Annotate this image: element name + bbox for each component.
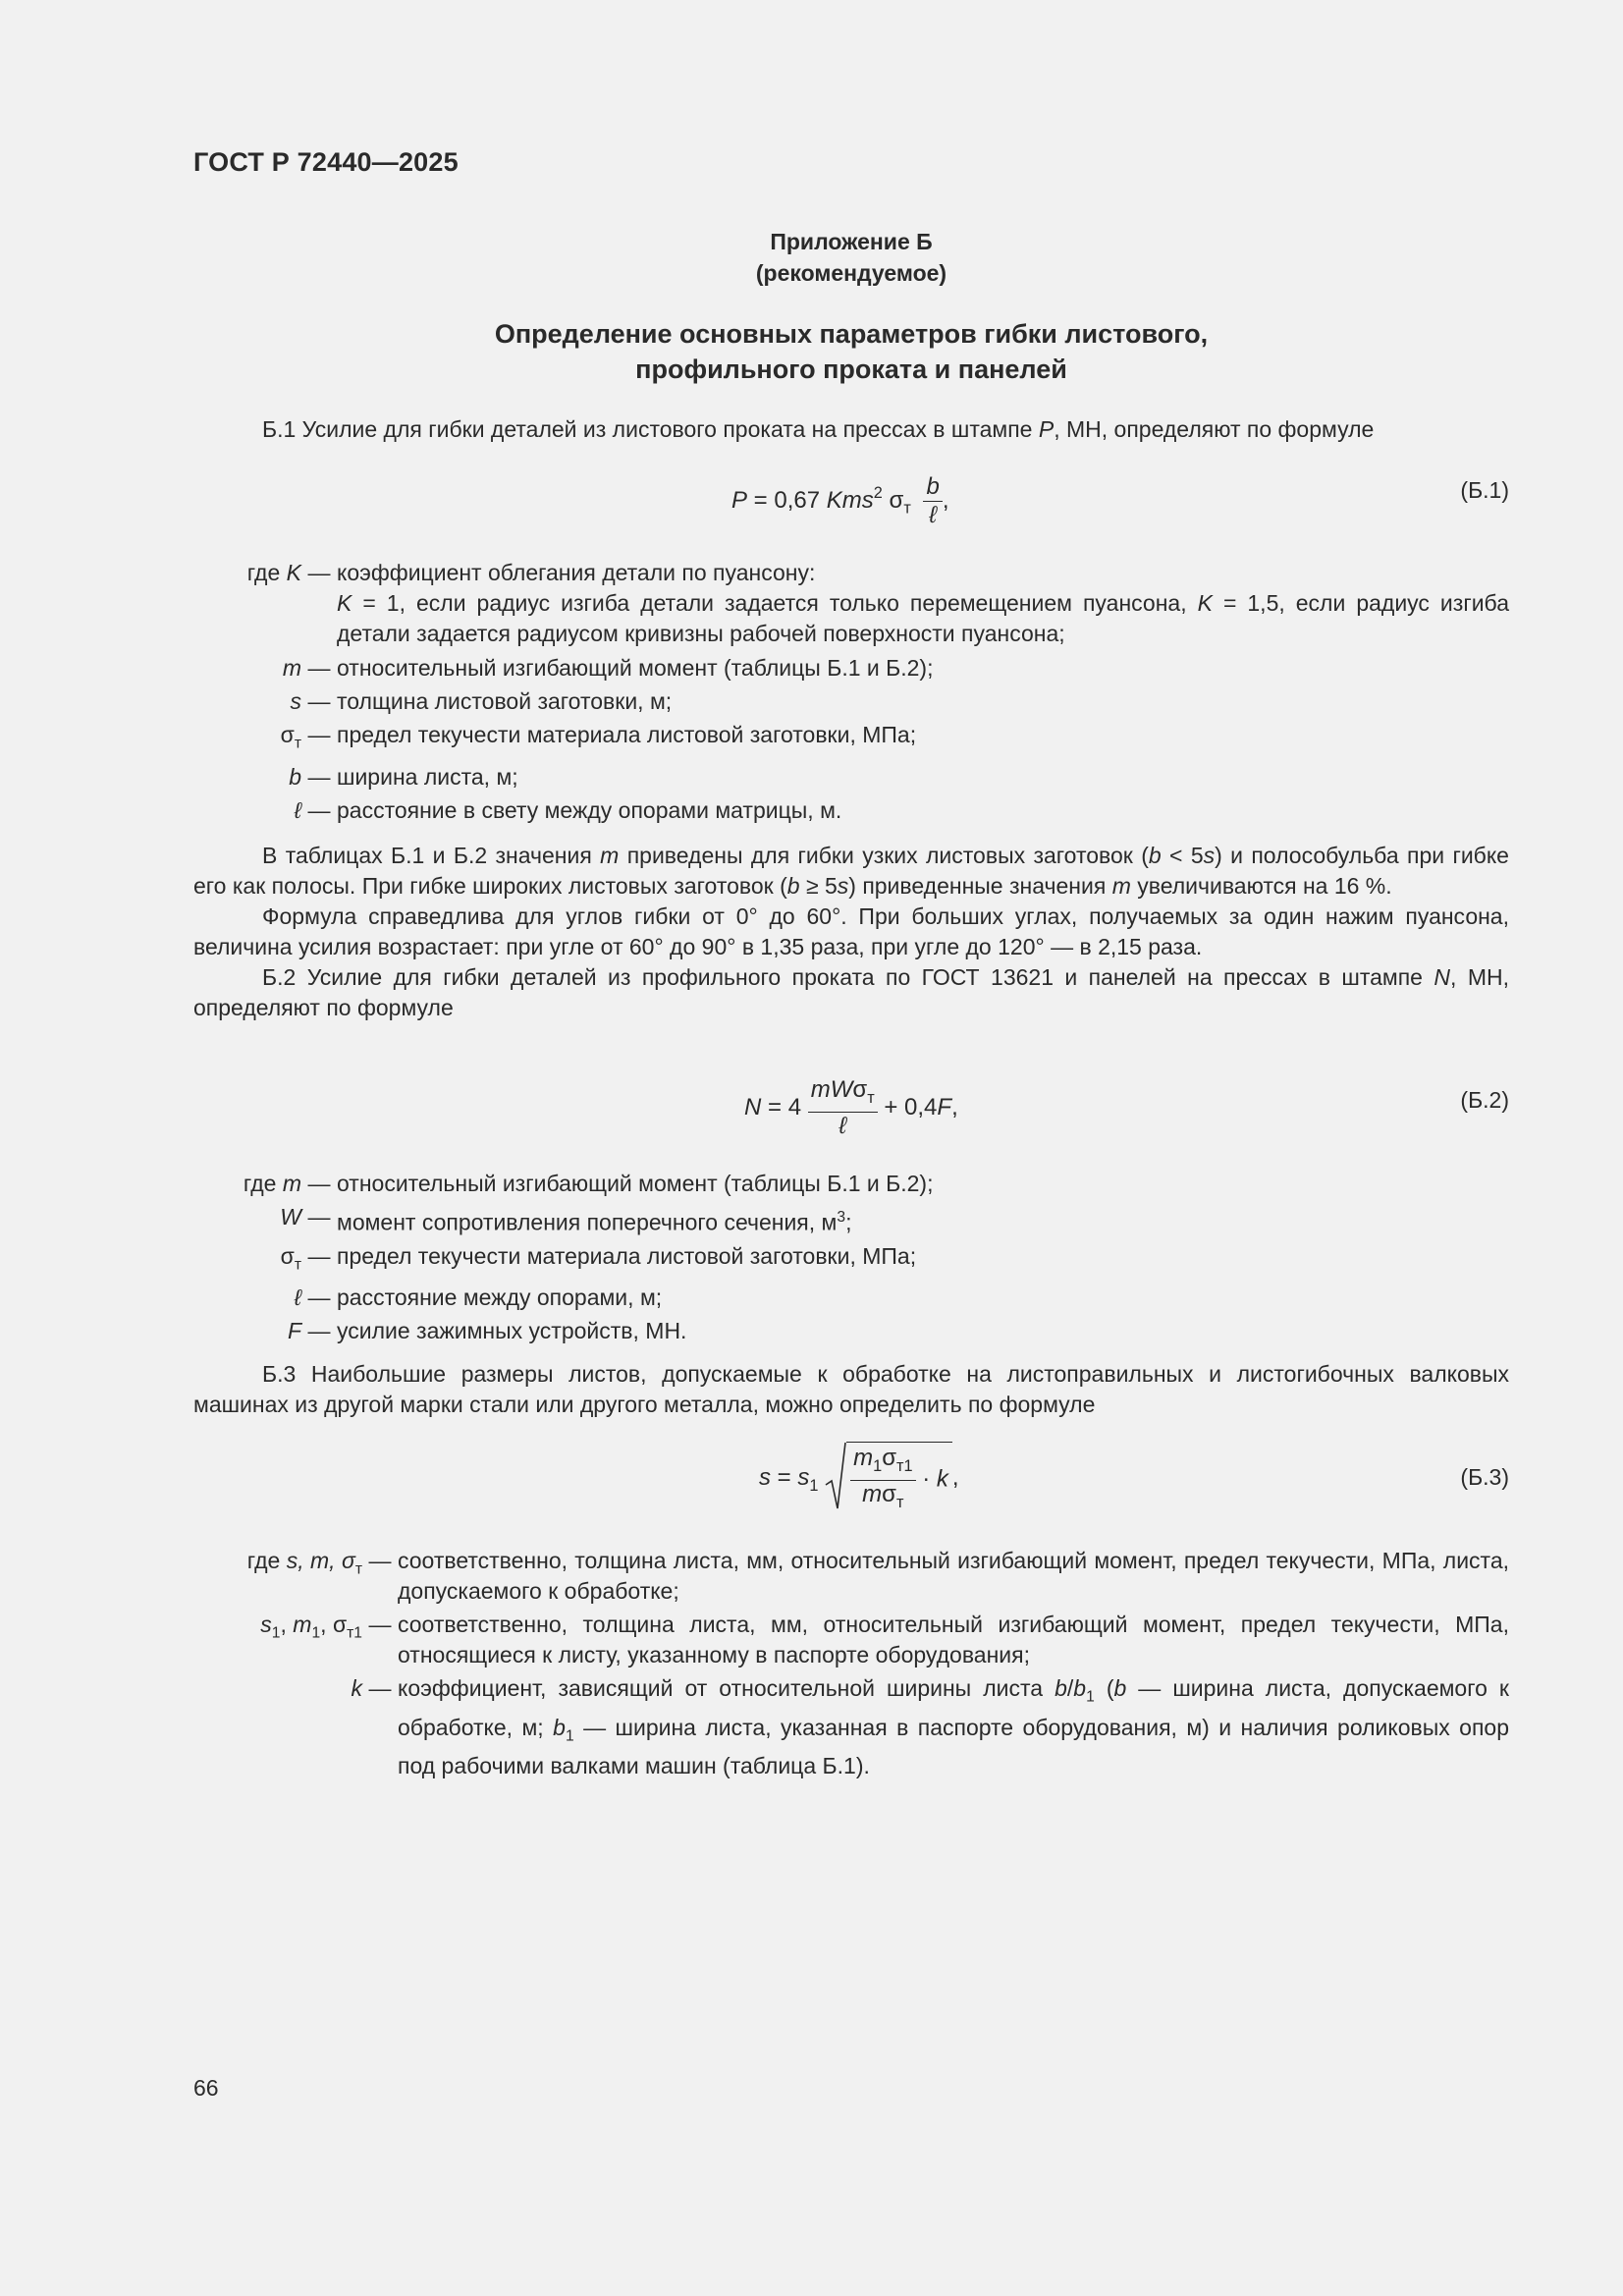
definition-row: $\sigma_т$ — предел текучести материала листовой заготовки, МПа; [280,1242,917,1274]
definition-row: b — ширина листа, м; [289,763,518,790]
formula-b1: P = 0,67 Kms$^2$ $\sigma_т$ $\frac{b}{\text{ℓ}}$ , [731,473,949,528]
definition-row: m — относительный изгибающий момент (таблицы Б.1 и Б.2); [282,655,934,681]
b1-notes [193,841,1509,1023]
b2-intro: Б.2 Усилие для гибки деталей из профильного проката по ГОСТ 13621 и панелей на прессах в штампе N, МН, определяют по формуле [193,964,1509,1020]
annex-title-line-2: профильного проката и панелей [635,355,1067,384]
definition-row: ℓ — расстояние в свету между опорами матрицы, м. [294,796,842,823]
annex-status: (рекомендуемое) [755,260,947,286]
annex-title [193,316,1509,387]
definition-row: где s, m, $\sigma_т$ — соответственно, толщина листа, мм, относительный изгибающий момент, предел текучести, МПа, листа, допускаемого к обработке; [246,1548,1509,1604]
b3-definitions [193,1546,1509,1781]
square-root-icon [825,1442,846,1510]
formula-b2: N = 4 $\frac{mW\sigma_т}{\text{ℓ}}$ + 0,4F, [744,1076,958,1139]
formula-b2-number: (Б.2) [1460,1087,1509,1113]
b1-angle-paragraph: Формула справедлива для углов гибки от 0° до 60°. При больших углах, получаемых за один нажим пуансона, величина усилия возрастает: при угле от 60° до 90° в 1,35 раза, при угле до 120° — в 2,15 раза. [193,903,1509,959]
definition-row: k — коэффициент, зависящий от относительной ширины листа $b/b_1$ (b — ширина листа, допускаемого к обработке, м; $b_1$ — ширина листа, указанная в паспорте оборудования, м) и наличия роликовых опор под рабочими валками машин (таблица Б.1). [351,1675,1510,1779]
definition-row: W — момент сопротивления поперечного сечения, $м^3$; [280,1204,852,1235]
page-number: 66 [193,2075,219,2101]
definition-row: $\sigma_т$ — предел текучести материала листовой заготовки, МПа; [280,722,917,752]
annex-heading [193,226,1509,289]
b2-definitions [193,1169,1509,1346]
b3-intro: Б.3 Наибольшие размеры листов, допускаемые к обработке на листоправильных и листогибочных валковых машинах из другой марки стали или другого металла, можно определить по формуле [193,1361,1509,1417]
definition-row: где K — коэффициент облегания детали по пуансону: K = 1, если радиус изгиба детали задается только перемещением пуансона, K = 1,5, если радиус изгиба детали задается радиусом кривизны рабочей поверхности пуансона; [246,560,1509,646]
b1-intro: Б.1 Усилие для гибки деталей из листового проката на прессах в штампе P, МН, определяют по формуле [262,416,1375,442]
formula-b3-number: (Б.3) [1460,1464,1509,1490]
formula-b1-number: (Б.1) [1460,477,1509,503]
definition-row: где m — относительный изгибающий момент (таблицы Б.1 и Б.2); [243,1171,934,1196]
definition-row: $s_1$, $m_1$, $\sigma_{т1}$ — соответственно, толщина листа, мм, относительный изгибающий момент, предел текучести, МПа, относящиеся к листу, указанному в паспорте оборудования; [260,1612,1509,1667]
annex-title-line-1: Определение основных параметров гибки листового, [494,319,1209,349]
formula-b3: $s = s_1$ $\frac{m_1\sigma_{т1}}{m\sigma_т}$ · k , [759,1442,959,1516]
definition-row: ℓ — расстояние между опорами, м; [294,1285,663,1311]
definition-row: s — толщина листовой заготовки, м; [290,688,673,714]
b1-definitions [193,558,1509,826]
annex-label: Приложение Б [770,229,933,254]
document-code: ГОСТ Р 72440—2025 [193,147,459,177]
definition-row: F — усилие зажимных устройств, МН. [287,1318,687,1344]
b1-note-paragraph: В таблицах Б.1 и Б.2 значения m приведены для гибки узких листовых заготовок (b < 5s) и полособульба при гибке его как полосы. При гибке широких листовых заготовок (b ≥ 5s) приведенные значения m увеличиваются на 16 %. [193,843,1509,899]
